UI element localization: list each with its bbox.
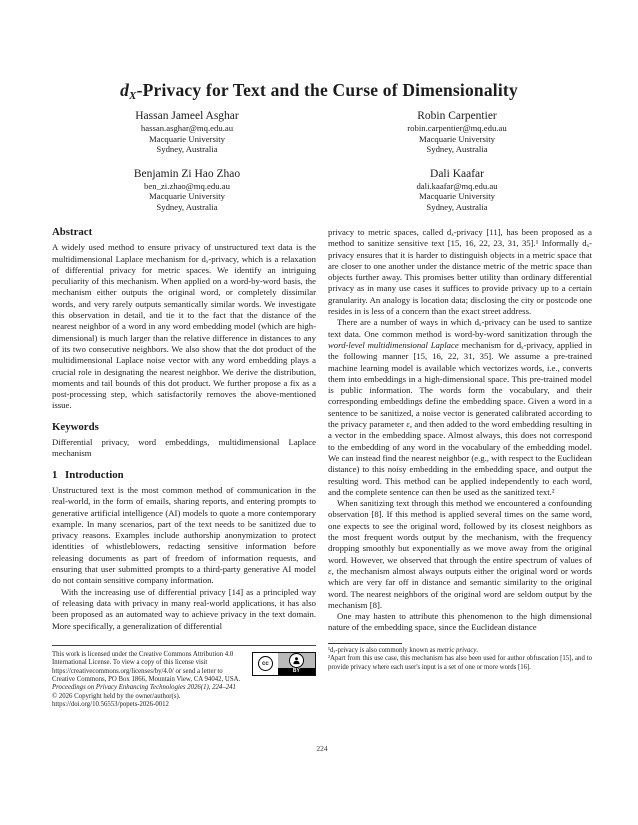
cc-badge-right-top (278, 653, 315, 668)
author-grid (52, 110, 592, 213)
author-location: Sydney, Australia (426, 201, 488, 212)
footnote-part: . (476, 646, 479, 654)
author-affiliation: Macquarie University (419, 133, 495, 144)
page-number: 224 (316, 744, 328, 753)
section-number: 1 (52, 468, 58, 481)
footnote-1 (328, 647, 592, 656)
author-affiliation: Macquarie University (149, 133, 225, 144)
cc-badge-right (278, 653, 315, 675)
title-subscript: X (129, 90, 137, 102)
two-column-body (52, 227, 592, 710)
section-label: Introduction (65, 468, 124, 481)
paragraph-part-italic: word-level multidimensional Laplace (328, 339, 459, 350)
body-paragraph: When sanitizing text through this method we encountered a confounding observation [8]. If this method is applied several times on the same word, one expects to see the original word, followed by its closest neighbors as the most frequent words output by the mechanism, with the frequency dropping smoothly but exponentially as we move away from the original word. However, we observed that through the entire spectrum of values of ε, the mechanism almost always outputs either the original word or words which are very far off in distance and semantic similarity to the original word. The nearest neighbors of the original word are seldom output by the mechanism [8]. (328, 498, 592, 610)
footnotes-block (328, 643, 592, 673)
abstract-text: A widely used method to ensure privacy of unstructured text data is the multidimensional Laplace mechanism for dₓ-privacy, which is a relaxation of differential privacy for metric spaces. We identify an intriguing peculiarity of this mechanism. When applied on a word-by-word basis, the mechanism either outputs the original word, or completely dissimilar words, and very rarely outputs semantically similar words. We investigate this observation in detail, and tie it to the fact that the distance of the nearest neighbor of a word in any word embedding model (which are high-dimensional) is much larger than the relative difference in distances to any of its two consecutive neighbors. We also show that the dot product of the multidimensional Laplace noise vector with any word embedding plays a crucial role in designating the nearest neighbor. We derive the distribution, moments and tail bounds of this dot product. We further propose a fix as a post-processing step, which satisfactorily removes the above-mentioned issue. (52, 242, 316, 411)
license-text-after: or send a letter to Creative Commons, PO Box 1866, Mountain View, CA 94042, USA. (52, 667, 241, 684)
section-heading-abstract: Abstract (52, 226, 93, 238)
author-location: Sydney, Australia (156, 201, 218, 212)
paragraph-part: mechanism for dₓ-privacy, applied in the following manner [15, 16, 22, 31, 35]. We assume a pre-trained machine learning model is available which vectorizes words, i.e., converts them into embeddings in a high-dimensional space. This pre-trained model is public information. The words form the vocabulary, and their corresponding embeddings define the embedding space. Given a word in a sentence to be sanitized, a noise vector is generated calibrated according to the privacy parameter ε, and then added to the word embedding resulting in a vector in the embedding space. Almost always, this does not correspond to the embedding of any word in the vocabulary of the embedding model. We can instead find the nearest neighbor (e.g., with respect to the Euclidean distance) to this noisy embedding in the embedding space, and output the resulting word. This method can be applied independently to each word, and the complete sentence can then be used as the sanitized text.² (328, 339, 593, 497)
author-email: hassan.asghar@mq.edu.au (140, 123, 234, 133)
author-email: robin.carpentier@mq.edu.au (407, 123, 507, 133)
intro-paragraph-2: With the increasing use of differential privacy [14] as a principled way of releasing data with privacy in many real-world applications, it has also been proposed as an automated way to achieve privacy in the text domain. More specifically, a generalization of differential (52, 586, 316, 631)
body-paragraph: One may hasten to attribute this phenomenon to the high dimensional nature of the embedding space, since the Euclidean distance (328, 611, 592, 633)
cc-icon: cc (258, 656, 273, 671)
right-column (328, 227, 592, 710)
author-affiliation: Macquarie University (149, 191, 225, 202)
body-paragraph-continuation: privacy to metric spaces, called dₓ-privacy [11], has been proposed as a method to sanitize sensitive text [15, 16, 22, 23, 31, 35].¹ Informally dₓ-privacy ensures that it is harder to distinguish objects in a metric space that are closer to one another under the distance metric of the metric space than objects further away. This promises better utility than ordinary differential privacy as in many use cases it suffices to provide privacy up to a certain granularity. An analogy is location data; disclosing the city or postcode one resides in is less of a concern than the exact street address. (328, 227, 592, 317)
intro-paragraph-1: Unstructured text is the most common method of communication in the real-world, in the form of emails, sharing reports, and entering prompts to generative artificial intelligence (AI) models to quote a more contemporary example. In many scenarios, part of the text needs to be sanitized due to privacy reasons. Examples include authorship anonymization to protect identities of whistleblowers, redacting sensitive information before releasing documents as part of freedom of information requests, and ensuring that user submitted prompts to a third-party generative AI model do not contain sensitive company information. (52, 484, 316, 586)
footnote-2: ²Apart from this use case, this mechanism has also been used for author obfuscation [15], and to provide privacy where each user's input is a set of one or more words [16]. (328, 655, 592, 671)
author-name: Robin Carpentier (417, 110, 497, 122)
license-text-before: This work is licensed under the Creative Commons Attribution 4.0 International License. To view a copy of this license visit (52, 650, 234, 667)
author-name: Dali Kaafar (430, 167, 484, 180)
license-url-link[interactable]: https://creativecommons.org/licenses/by/4.0/ (52, 667, 174, 675)
author-email: ben_zi.zhao@mq.edu.au (144, 180, 230, 191)
keywords-text: Differential privacy, word embeddings, multidimensional Laplace mechanism (52, 437, 316, 459)
author-location: Sydney, Australia (426, 144, 488, 155)
author-block (322, 168, 592, 213)
footnote-rule (328, 643, 402, 644)
author-email: dali.kaafar@mq.edu.au (416, 180, 498, 191)
section-heading-keywords: Keywords (52, 420, 99, 433)
paragraph-part: There are a number of ways in which dₓ-privacy can be used to santize text data. One common method is word-by-word sanitization through the (328, 317, 592, 339)
author-location: Sydney, Australia (156, 144, 218, 155)
body-paragraph (328, 317, 592, 498)
left-column (52, 227, 316, 710)
author-block (52, 168, 322, 213)
section-heading-introduction (52, 470, 316, 481)
doi-link[interactable]: https://doi.org/10.56553/popets-2026-0012 (52, 701, 169, 709)
copyright-note: © 2026 Copyright held by the owner/author(s). (52, 692, 181, 700)
author-name: Hassan Jameel Asghar (135, 110, 239, 122)
author-affiliation: Macquarie University (419, 191, 495, 202)
author-block (52, 110, 322, 155)
proceedings-note: Proceedings on Privacy Enhancing Technologies 2026(1), 224–241 (52, 684, 236, 692)
footnote-part-italic: metric privacy (436, 646, 477, 654)
cc-by-label: BY (278, 668, 315, 675)
title-d: d (120, 80, 130, 100)
person-icon (289, 653, 304, 668)
author-block (322, 110, 592, 155)
title-rest: -Privacy for Text and the Curse of Dimensionality (136, 80, 518, 100)
author-name: Benjamin Zi Hao Zhao (133, 167, 241, 180)
paper-title (0, 80, 638, 102)
footnote-part: ¹dₓ-privacy is also commonly known as (328, 646, 437, 654)
license-block (52, 645, 316, 710)
cc-by-badge (252, 652, 316, 676)
cc-badge-left (253, 653, 278, 675)
